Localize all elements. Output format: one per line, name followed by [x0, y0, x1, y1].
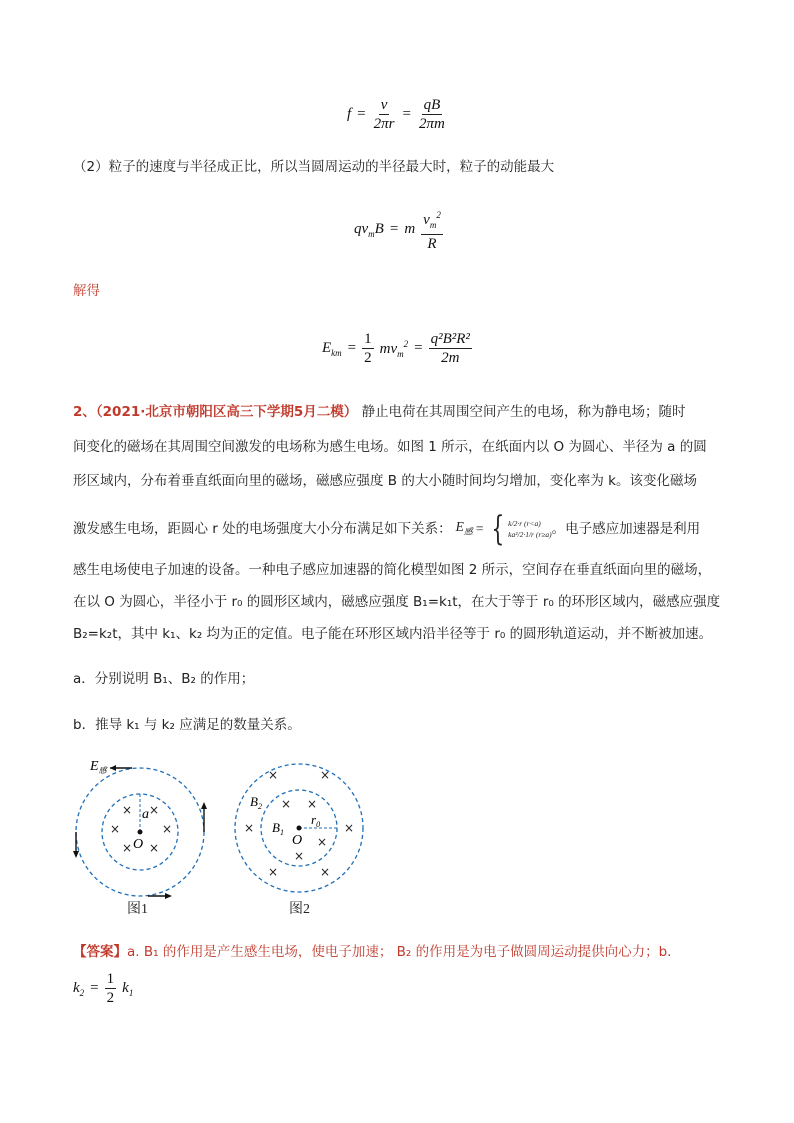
fig2-cross: × — [343, 821, 355, 835]
part2-text: （2）粒子的速度与半径成正比，所以当圆周运动的半径最大时，粒子的动能最大 — [73, 159, 555, 175]
fig2-cross: × — [319, 768, 331, 782]
fig1-cross: × — [109, 822, 121, 836]
fig1-arrow-right-head — [201, 802, 207, 809]
answer-line — [73, 942, 671, 962]
figure-1 — [70, 752, 220, 922]
piecewise-brace: { — [490, 509, 504, 549]
fig2-O-label: O — [292, 833, 303, 848]
answer-text: a. B₁ 的作用是产生感生电场，使电子加速； B₂ 的作用是为电子做圆周运动提供向心力；b. — [127, 944, 672, 960]
eq3-half: $\frac{1}{2}$ — [364, 331, 372, 366]
eq2-frac: $\frac{v_m^2}{R}$ — [421, 206, 443, 253]
fig1-cross: × — [121, 841, 133, 855]
question-number: 2、 — [73, 404, 96, 420]
eq3-frac: $\frac{\text{q²B²R²}}{2m}$ — [430, 331, 470, 366]
question-line-5: 感生电场使电子加速的设备。一种电子感应加速器的简化模型如图 2 所示，空间存在垂直纸面向里的磁场， — [73, 562, 712, 578]
fig2-cross: × — [280, 797, 292, 811]
eq1-frac1: $\frac{v}{2\pi r}$ — [373, 97, 395, 132]
fig1-arrow-top-head — [110, 765, 116, 771]
question-line-1: 2、（2021·北京市朝阳区高三下学期5月二模） 静止电荷在其周围空间产生的电场，称为静电场；随时 — [73, 404, 686, 420]
fig1-a-label: a — [142, 807, 149, 822]
fig2-cross: × — [319, 865, 331, 879]
equation-frequency: f = $\frac{v}{2\pi r}$ = $\frac{qB}{2\pi m}$ — [347, 97, 445, 132]
fig2-r0-label: $r_0$ — [311, 812, 321, 829]
question-line-7: B₂=k₂t，其中 k₁、k₂ 均为正的定值。电子能在环形区域内沿半径等于 r₀ 的圆形轨道运动，并不断被加速。 — [73, 626, 713, 642]
fig2-cross: × — [306, 797, 318, 811]
eq1-lhs: f — [347, 106, 352, 122]
fig1-cross: × — [121, 803, 133, 817]
fig2-cross: × — [267, 768, 279, 782]
fig1-E-label: $E_感$ — [90, 759, 107, 775]
eq1-frac2: $\frac{qB}{2\pi m}$ — [418, 97, 445, 132]
fig2-B2-label: $B_2$ — [250, 794, 262, 811]
question-line-4: 激发感生电场，距圆心 r 处的电场强度大小分布满足如下关系： $E_感$ = { k/2·r (r<a) ka²/2·1/r (r≥a) 。电子感应加速器是利用 — [73, 509, 701, 549]
question-line-3: 形区域内，分布着垂直纸面向里的磁场，磁感应强度 B 的大小随时间均匀增加，变化率为 k。该变化磁场 — [73, 473, 697, 489]
question-line-6: 在以 O 为圆心，半径小于 r₀ 的圆形区域内，磁感应强度 B₁=k₁t，在大于等于 r₀ 的环形区域内，磁感应强度 — [73, 594, 721, 610]
fig1-center-dot — [138, 830, 143, 835]
fig2-cross: × — [267, 865, 279, 879]
fig1-arrow-left-head — [73, 851, 79, 858]
fig1-arrow-bottom-head — [165, 893, 172, 899]
fig1-caption: 图1 — [127, 902, 148, 917]
piecewise-cases: k/2·r (r<a) ka²/2·1/r (r≥a) — [508, 519, 552, 539]
equation-kinetic-energy: $E_{km}$ = $\frac{1}{2}$ $mv_m^2$ = $\frac{\text{q²B²R²}}{2m}$ — [322, 331, 470, 366]
answer-half: $\frac{1}{2}$ — [106, 971, 115, 1006]
question-source: （2021·北京市朝阳区高三下学期5月二模） — [95, 404, 358, 420]
fig1-cross: × — [148, 803, 160, 817]
fig1-O-label: O — [133, 837, 144, 852]
sub-question-a: a．分别说明 B₁、B₂ 的作用； — [73, 671, 255, 687]
answer-equation: $k_2$ = $\frac{1}{2}$ $k_1$ — [73, 971, 134, 1006]
equation-max-velocity: $qv_mB$ = m $\frac{v_m^2}{R}$ — [354, 206, 443, 253]
answer-tag: 【答案】 — [73, 944, 127, 960]
fig2-cross: × — [243, 821, 255, 835]
sub-question-b: b．推导 k₁ 与 k₂ 应满足的数量关系。 — [73, 717, 301, 733]
fig2-caption: 图2 — [289, 902, 310, 917]
fig2-cross: × — [316, 835, 328, 849]
fig1-cross: × — [161, 822, 173, 836]
figure-2 — [232, 752, 382, 902]
fig2-cross: × — [293, 849, 305, 863]
solve-label: 解得 — [73, 283, 100, 299]
fig2-B1-label: $B_1$ — [272, 820, 284, 837]
fig1-cross: × — [148, 841, 160, 855]
fig2-crosses — [244, 768, 354, 879]
question-line-2: 间变化的磁场在其周围空间激发的电场称为感生电场。如图 1 所示，在纸面内以 O 为圆心、半径为 a 的圆 — [73, 439, 707, 455]
fig2-center-dot — [297, 826, 302, 831]
